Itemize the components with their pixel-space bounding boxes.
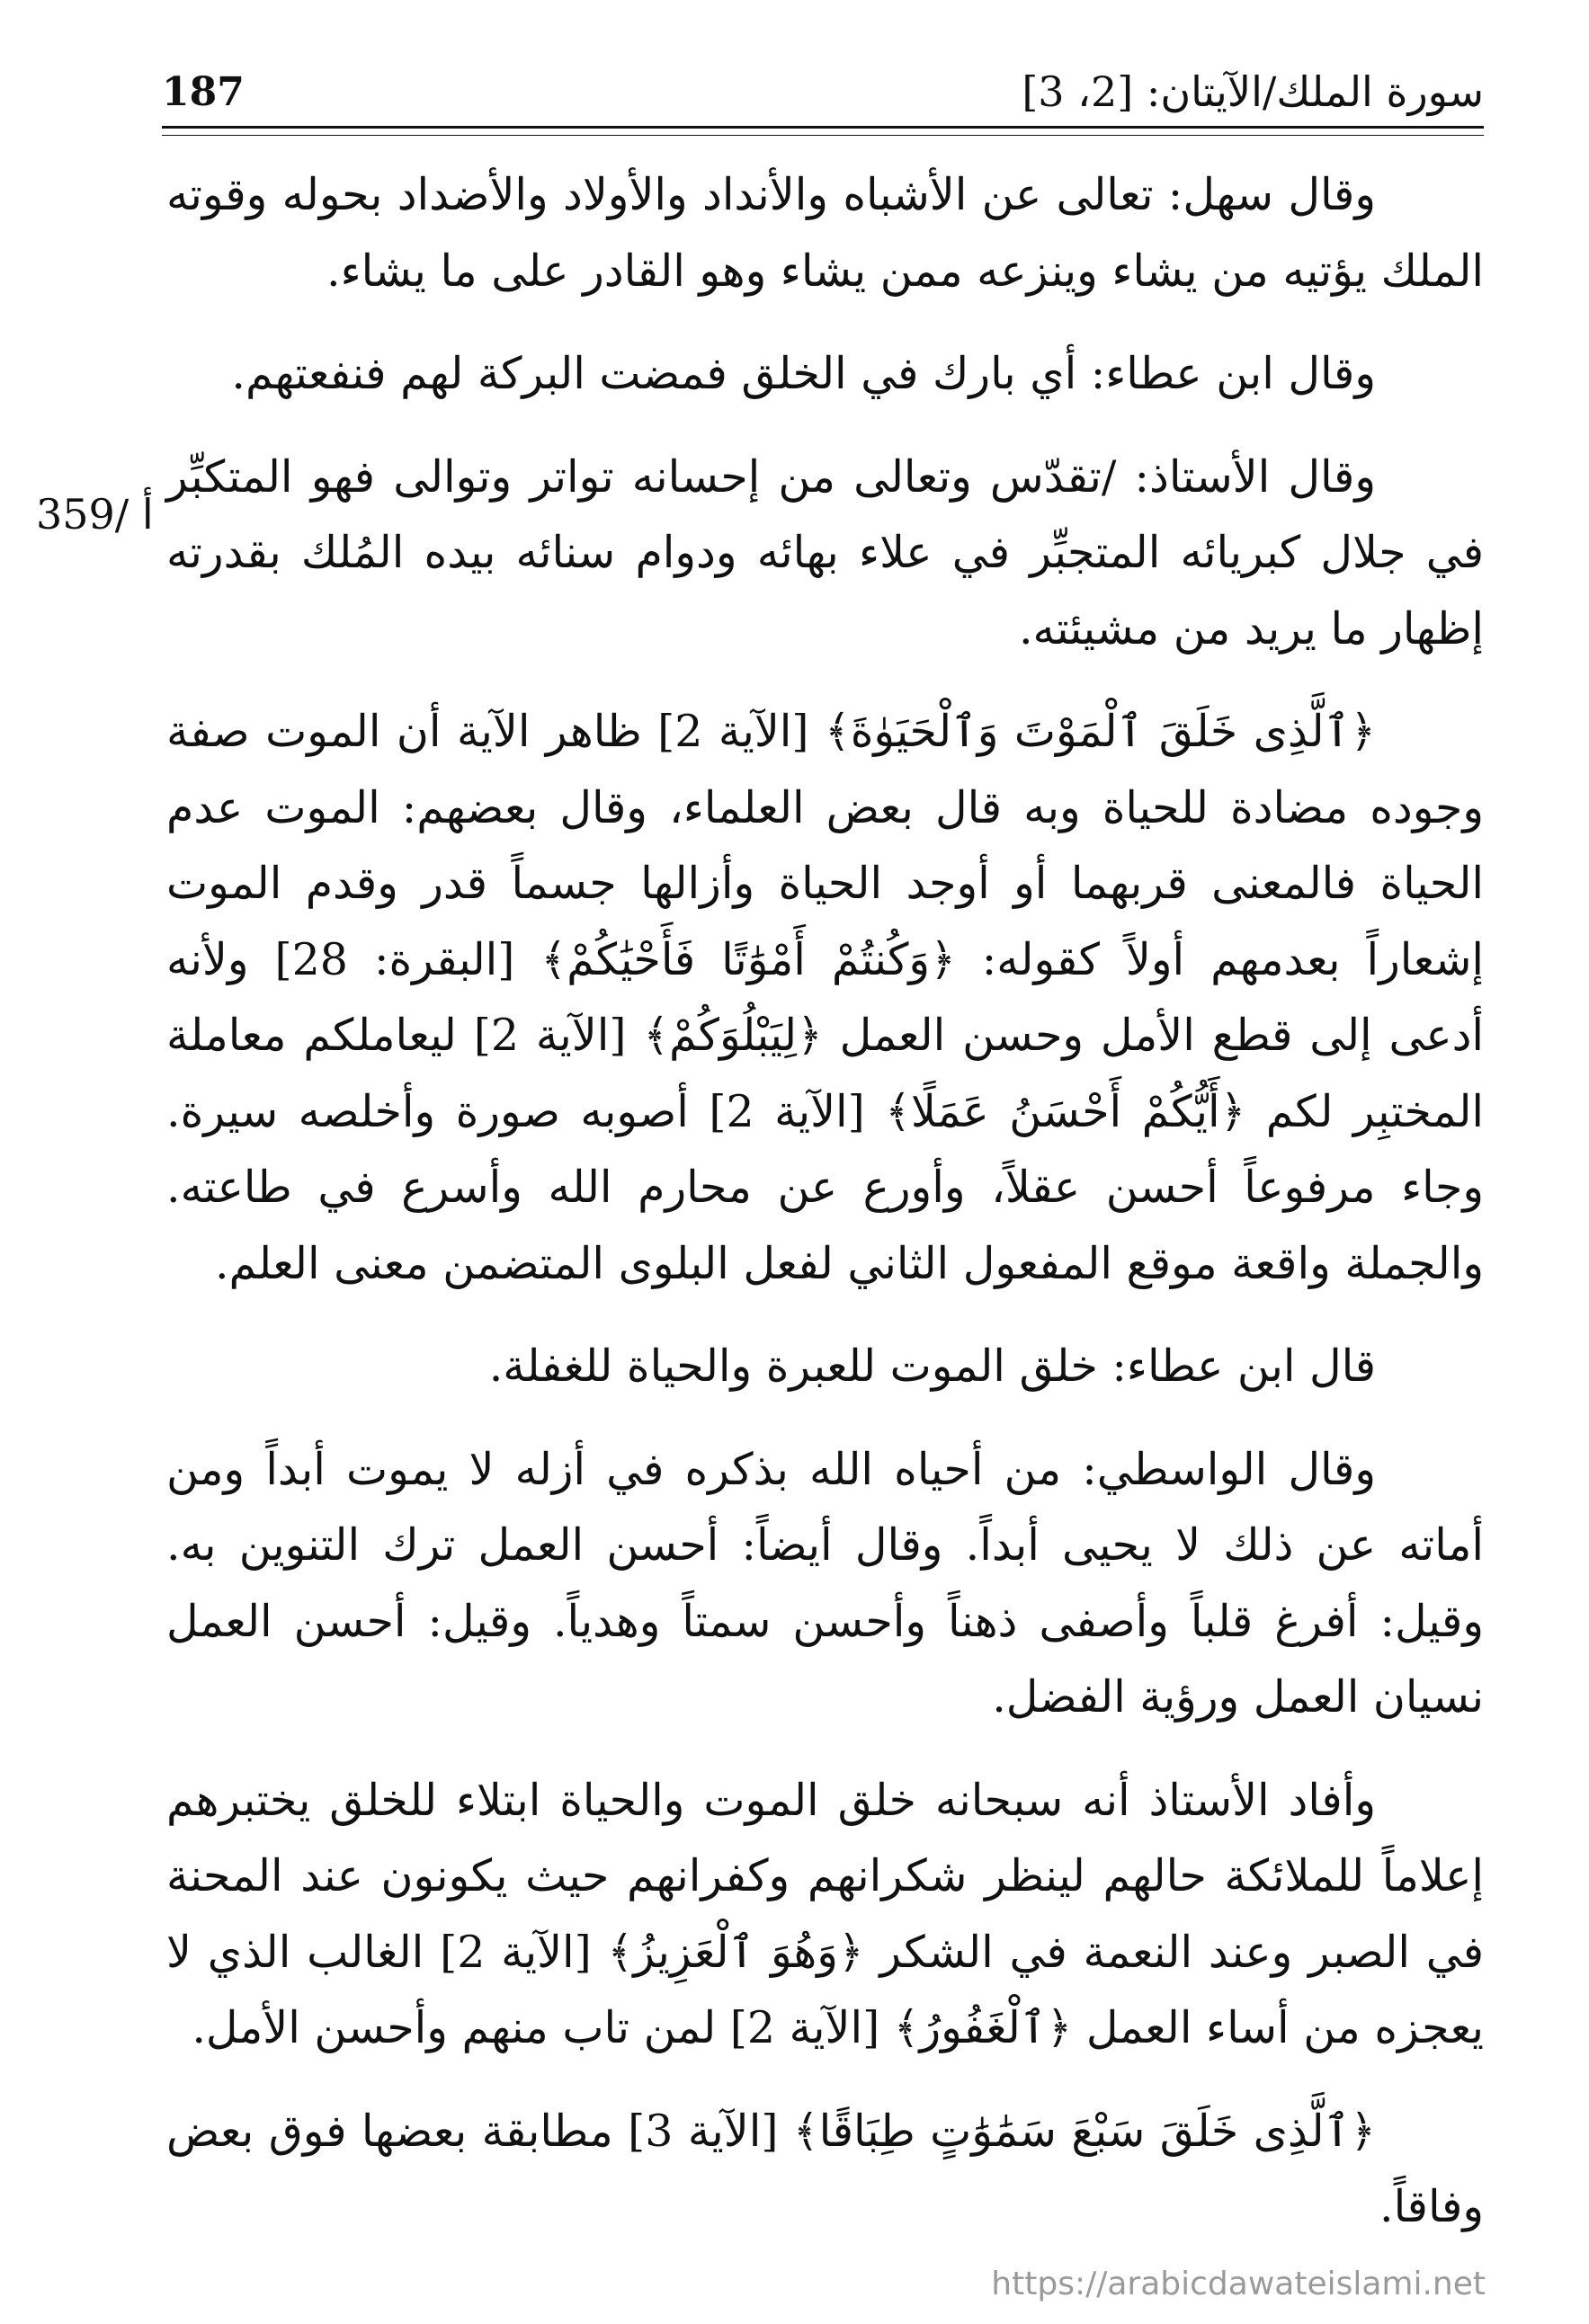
paragraph: وقال الواسطي: من أحياه الله بذكره في أزله لا يموت أبداً ومن أماته عن ذلك لا يحيى أبداً. وقال أيضاً: أحسن العمل ترك التنوين به. وقيل: أفرغ قلباً وأصفى ذهناً وأحسن سمتاً وهدياً. وقيل: أحسن العمل نسيان العمل ورؤية الفضل. (166, 1443, 1484, 1723)
paragraph: قال ابن عطاء: خلق الموت للعبرة والحياة للغفلة. (488, 1340, 1376, 1392)
manuscript-folio-marker: 359/ أ (36, 490, 154, 539)
paragraph: وأفاد الأستاذ أنه سبحانه خلق الموت والحياة ابتلاء للخلق يختبرهم إعلاماً للملائكة حالهم لينظر شكرانهم وكفرانهم حيث يكونون عند المحنة في الصبر وعند النعمة في الشكر ﴿وَهُوَ ٱلْعَزِيزُ﴾ [الآية 2] الغالب الذي لا يعجزه من أساء العمل ﴿ٱلْغَفُورُ﴾ [الآية 2] لمن تاب منهم وأحسن الأمل. (166, 1774, 1484, 2053)
paragraph: ﴿ٱلَّذِى خَلَقَ ٱلْمَوْتَ وَٱلْحَيَوٰةَ﴾ [الآية 2] ظاهر الآية أن الموت صفة وجوده مضادة للحياة وبه قال بعض العلماء، وقال بعضهم: الموت عدم الحياة فالمعنى قربهما أو أوجد الحياة وأزالها جسماً قدر وقدم الموت إشعاراً بعدمهم أولاً كقوله: ﴿وَكُنتُمْ أَمْوَٰتًا فَأَحْيَٰكُمْ﴾ [البقرة: 28] ولأنه أدعى إلى قطع الأمل وحسن العمل ﴿لِيَبْلُوَكُمْ﴾ [الآية 2] ليعاملكم معاملة المختبِر لكم ﴿أَيُّكُمْ أَحْسَنُ عَمَلًا﴾ [الآية 2] أصوبه صورة وأخلصه سيرة. وجاء مرفوعاً أحسن عقلاً، وأورع عن محارم الله وأسرع في طاعته. والجملة واقعة موقع المفعول الثاني لفعل البلوى المتضمن معنى العلم. (166, 706, 1485, 1289)
paragraph: ﴿ٱلَّذِى خَلَقَ سَبْعَ سَمَٰوَٰتٍ طِبَاقًا﴾ [الآية 3] مطابقة بعضها فوق بعض وفاقاً. (166, 2105, 1484, 2232)
watermark: https://arabicdawateislami.net (991, 2266, 1486, 2302)
running-title: سورة الملك/الآيتان: [2، 3] (1022, 67, 1484, 116)
paragraph: وقال ابن عطاء: أي بارك في الخلق فمضت البركة لهم فنفعتهم. (231, 348, 1376, 399)
paragraph: وقال سهل: تعالى عن الأشباه والأنداد والأولاد والأضداد بحوله وقوته الملك يؤتيه من يشاء وينزعه ممن يشاء وهو القادر على ما يشاء. (166, 169, 1484, 297)
page-number: 187 (162, 68, 245, 115)
header-rule-thin (162, 135, 1484, 136)
body-text (166, 157, 1484, 2246)
paragraph: وقال الأستاذ: /تقدّس وتعالى من إحسانه تواتر وتوالى فهو المتكبِّر في جلال كبريائه المتجبِّر في علاء بهائه ودوام سنائه بيده المُلك بقدرته إظهار ما يريد من مشيئته. (166, 450, 1484, 654)
page-header (162, 63, 1484, 120)
header-rule-thick (162, 126, 1484, 129)
